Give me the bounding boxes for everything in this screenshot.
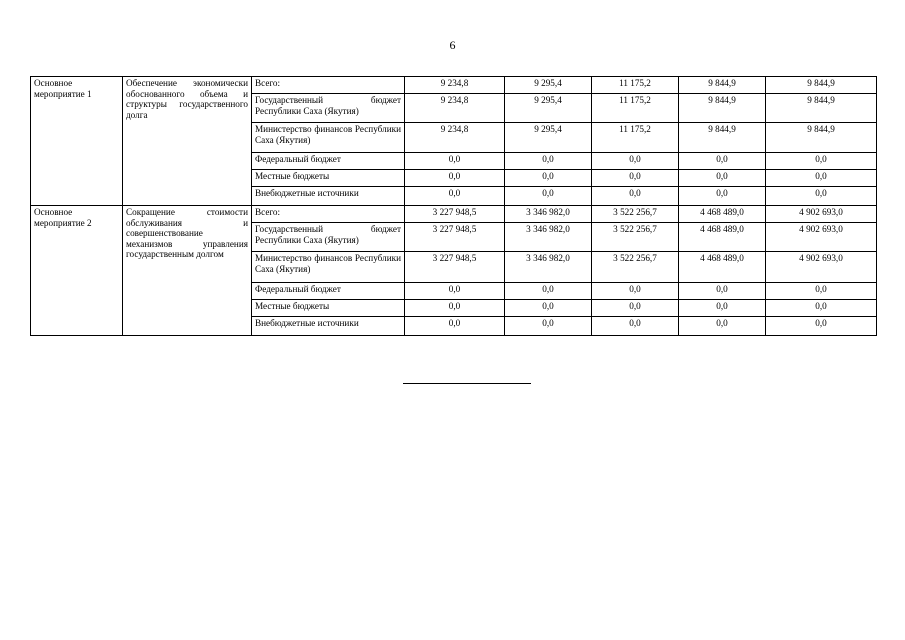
source-cell: Всего: — [252, 206, 405, 223]
value-cell: 9 844,9 — [679, 123, 766, 153]
value-cell: 0,0 — [505, 283, 592, 300]
value-cell: 0,0 — [679, 153, 766, 170]
table-row — [31, 77, 877, 94]
value-cell: 0,0 — [766, 283, 877, 300]
value-cell: 0,0 — [679, 283, 766, 300]
value-cell: 9 295,4 — [505, 94, 592, 123]
source-cell: Государственный бюджет Республики Саха (Якутия) — [252, 94, 405, 123]
table-row — [31, 206, 877, 223]
value-cell: 0,0 — [679, 187, 766, 206]
source-cell: Министерство финансов Республики Саха (Якутия) — [252, 252, 405, 283]
value-cell: 3 227 948,5 — [405, 252, 505, 283]
event-cell: Основное мероприятие 2 — [31, 206, 123, 336]
value-cell: 4 902 693,0 — [766, 223, 877, 252]
value-cell: 0,0 — [405, 170, 505, 187]
value-cell: 0,0 — [592, 187, 679, 206]
value-cell: 9 844,9 — [766, 77, 877, 94]
value-cell: 3 522 256,7 — [592, 206, 679, 223]
value-cell: 0,0 — [592, 170, 679, 187]
value-cell: 0,0 — [505, 170, 592, 187]
value-cell: 9 234,8 — [405, 94, 505, 123]
source-cell: Местные бюджеты — [252, 300, 405, 317]
value-cell: 9 844,9 — [679, 77, 766, 94]
value-cell: 3 346 982,0 — [505, 252, 592, 283]
value-cell: 0,0 — [766, 300, 877, 317]
value-cell: 0,0 — [592, 317, 679, 336]
value-cell: 0,0 — [405, 153, 505, 170]
source-cell: Министерство финансов Республики Саха (Якутия) — [252, 123, 405, 153]
page-number: 6 — [449, 38, 456, 52]
source-cell: Всего: — [252, 77, 405, 94]
value-cell: 9 844,9 — [766, 94, 877, 123]
value-cell: 0,0 — [592, 283, 679, 300]
value-cell: 4 468 489,0 — [679, 206, 766, 223]
value-cell: 4 902 693,0 — [766, 206, 877, 223]
value-cell: 3 346 982,0 — [505, 206, 592, 223]
value-cell: 0,0 — [679, 300, 766, 317]
source-cell: Федеральный бюджет — [252, 153, 405, 170]
value-cell: 0,0 — [505, 317, 592, 336]
value-cell: 4 468 489,0 — [679, 252, 766, 283]
value-cell: 0,0 — [592, 153, 679, 170]
event-description: Сокращение стоимости обслуживания и совершенствование механизмов управления государственным долгом — [123, 206, 252, 336]
value-cell: 3 522 256,7 — [592, 252, 679, 283]
value-cell: 0,0 — [505, 187, 592, 206]
value-cell: 4 902 693,0 — [766, 252, 877, 283]
source-cell: Внебюджетные источники — [252, 317, 405, 336]
value-cell: 0,0 — [405, 283, 505, 300]
budget-table — [30, 76, 877, 336]
value-cell: 0,0 — [592, 300, 679, 317]
value-cell: 9 234,8 — [405, 123, 505, 153]
value-cell: 0,0 — [766, 170, 877, 187]
value-cell: 0,0 — [766, 153, 877, 170]
value-cell: 3 346 982,0 — [505, 223, 592, 252]
source-cell: Государственный бюджет Республики Саха (Якутия) — [252, 223, 405, 252]
source-cell: Внебюджетные источники — [252, 187, 405, 206]
value-cell: 0,0 — [405, 317, 505, 336]
value-cell: 0,0 — [405, 187, 505, 206]
value-cell: 0,0 — [766, 317, 877, 336]
value-cell: 0,0 — [505, 300, 592, 317]
value-cell: 3 522 256,7 — [592, 223, 679, 252]
value-cell: 3 227 948,5 — [405, 223, 505, 252]
value-cell: 0,0 — [505, 153, 592, 170]
value-cell: 9 295,4 — [505, 123, 592, 153]
event-cell: Основное мероприятие 1 — [31, 77, 123, 206]
value-cell: 9 844,9 — [766, 123, 877, 153]
value-cell: 0,0 — [679, 170, 766, 187]
value-cell: 11 175,2 — [592, 94, 679, 123]
value-cell: 9 844,9 — [679, 94, 766, 123]
value-cell: 11 175,2 — [592, 123, 679, 153]
end-divider — [403, 383, 531, 384]
value-cell: 9 234,8 — [405, 77, 505, 94]
value-cell: 0,0 — [766, 187, 877, 206]
event-description: Обеспечение экономически обоснованного объема и структуры государственного долга — [123, 77, 252, 206]
source-cell: Федеральный бюджет — [252, 283, 405, 300]
source-cell: Местные бюджеты — [252, 170, 405, 187]
value-cell: 3 227 948,5 — [405, 206, 505, 223]
value-cell: 11 175,2 — [592, 77, 679, 94]
value-cell: 0,0 — [405, 300, 505, 317]
value-cell: 0,0 — [679, 317, 766, 336]
value-cell: 4 468 489,0 — [679, 223, 766, 252]
value-cell: 9 295,4 — [505, 77, 592, 94]
